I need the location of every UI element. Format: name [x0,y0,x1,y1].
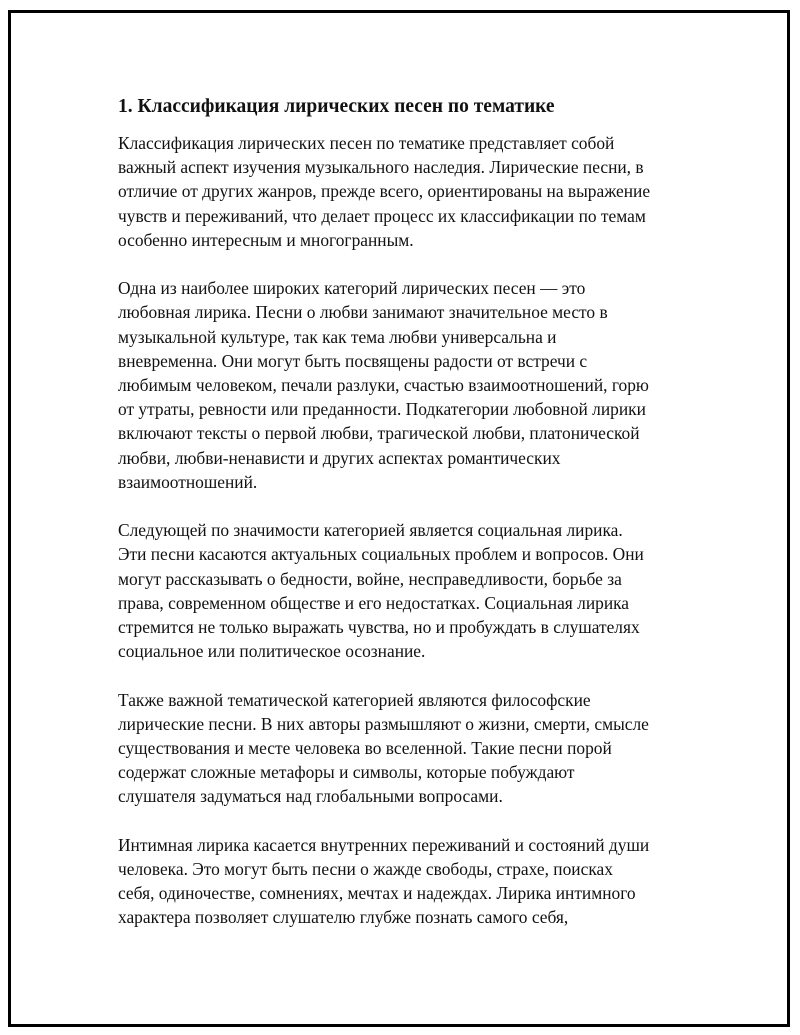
text-line: стремится не только выражать чувства, но и пробуждать в слушателях [118,617,640,638]
paragraph-3 [118,518,688,663]
text-line: Интимная лирика касается внутренних переживаний и состояний души [118,834,650,855]
text-line: себя, одиночестве, сомнениях, мечтах и надеждах. Лирика интимного [118,883,636,904]
text-line: социальное или политическое осознание. [118,641,426,662]
text-line: взаимоотношений. [118,471,258,492]
paragraph-5 [118,833,688,930]
paragraph-4 [118,688,688,809]
text-line: важный аспект изучения музыкального наследия. Лирические песни, в [118,157,644,178]
text-line: слушателя задуматься над глобальными вопросами. [118,786,503,807]
text-line: любви, любви-ненависти и других аспектах романтических [118,447,561,468]
text-line: вневременна. Они могут быть посвящены радости от встречи с [118,350,588,371]
text-line: отличие от других жанров, прежде всего, ориентированы на выражение [118,181,651,202]
text-line: существования и месте человека во вселенной. Такие песни порой [118,738,612,759]
text-line: лирические песни. В них авторы размышляют о жизни, смерти, смысле [118,713,649,734]
paragraph-2 [118,276,688,494]
text-line: характера позволяет слушателю глубже познать самого себя, [118,907,569,928]
text-line: могут рассказывать о бедности, войне, несправедливости, борьбе за [118,568,622,589]
paragraph-1 [118,131,688,252]
text-line: Эти песни касаются актуальных социальных проблем и вопросов. Они [118,544,644,565]
text-line: любовная лирика. Песни о любви занимают значительное место в [118,302,608,323]
text-line: особенно интересным и многогранным. [118,229,414,250]
text-line: включают тексты о первой любви, трагической любви, платонической [118,423,640,444]
text-line: Одна из наиболее широких категорий лирических песен — это [118,278,586,299]
text-line: чувств и переживаний, что делает процесс их классификации по темам [118,205,646,226]
text-line: человека. Это могут быть песни о жажде свободы, страхе, поисках [118,859,613,880]
text-line: любимым человеком, печали разлуки, счастью взаимоотношений, горю [118,375,649,396]
text-line: Также важной тематической категорией являются философские [118,689,591,710]
section-heading: 1. Классификация лирических песен по тематике [118,96,555,117]
text-line: права, современном обществе и его недостатках. Социальная лирика [118,592,630,613]
text-line: Следующей по значимости категорией является социальная лирика. [118,520,623,541]
text-line: Классификация лирических песен по тематике представляет собой [118,133,615,153]
text-line: содержат сложные метафоры и символы, которые побуждают [118,762,575,783]
text-line: музыкальной культуре, так как тема любви универсальна и [118,326,557,347]
document-body [118,95,688,954]
text-line: от утраты, ревности или преданности. Подкатегории любовной лирики [118,399,646,420]
